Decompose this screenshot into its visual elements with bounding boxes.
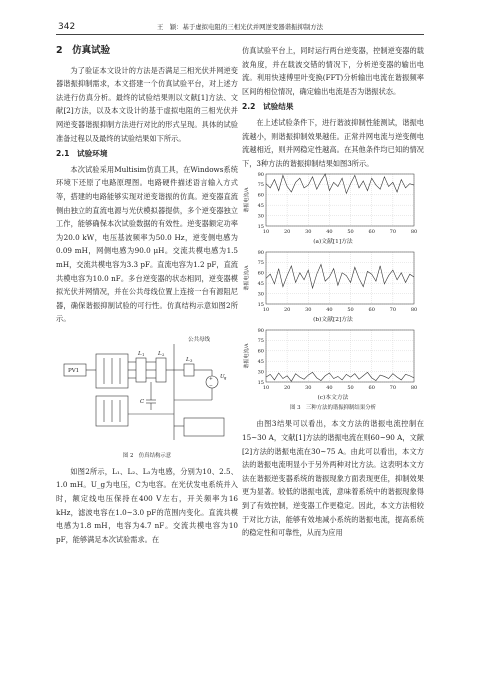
after-figure-paragraph: 如图2所示，L₁、L₂、L₃为电感，分别为10、2.5、1.0 mH。U_g为电压，C为电容。在光伏发电系统并入时，额定线电压保持在400 V左右，开关频率为16 kHz，滤波电容在1.0~3.0 pF的范围内变化。直流共模电感为1.8 mH，电容为4.7 nF。交流共模电容为10 pF，能够满足本次试验需求。在 xyxy=(56,466,238,544)
x-tick-label: 10 xyxy=(262,229,270,236)
x-tick-label: 10 xyxy=(262,307,270,314)
x-tick-label: 20 xyxy=(283,229,291,236)
fig3-caption: 图 3 三种方法的谐振抑制结果分析 xyxy=(289,405,376,412)
header-rule xyxy=(56,34,424,35)
l1-sub: 1 xyxy=(142,351,145,357)
series-line xyxy=(266,265,414,289)
x-tick-label: 10 xyxy=(262,385,270,392)
y-tick-label: 45 xyxy=(257,359,264,366)
l2-label: L xyxy=(158,350,162,357)
x-tick-label: 40 xyxy=(326,229,333,236)
y-tick-label: 75 xyxy=(257,338,264,345)
y-tick-label: 90 xyxy=(257,250,264,257)
results-paragraph: 在上述试验条件下，进行谐波抑制性能测试，谐振电流越小，则谐振抑制效果越佳。正常并网电流与逆变侧电流越相近，则并网稳定性越高。在其他条件均已知的情况下，3种方法的谐振抑制结果如图3所示。 xyxy=(242,117,424,168)
x-tick-label: 70 xyxy=(389,307,397,314)
y-axis-label: 谐振电流/A xyxy=(244,265,250,291)
x-tick-label: 30 xyxy=(305,307,312,314)
pv-label: PV1 xyxy=(68,367,80,374)
l2-sub: 2 xyxy=(162,351,165,357)
y-tick-label: 90 xyxy=(257,172,264,179)
plus-sign: + xyxy=(209,376,213,382)
y-axis-label: 谐振电流/A xyxy=(244,343,250,369)
x-tick-label: 40 xyxy=(326,385,333,392)
chart-a-svg xyxy=(242,170,424,238)
subsection-title-env: 2.1 试验环境 xyxy=(56,149,108,159)
x-tick-label: 20 xyxy=(283,307,291,314)
x-tick-label: 60 xyxy=(368,229,375,236)
y-tick-label: 60 xyxy=(257,192,264,199)
ug-label: U xyxy=(220,373,225,380)
section-title: 2 仿真试验 xyxy=(56,45,111,56)
y-axis-label: 谐振电流/A xyxy=(244,187,250,213)
x-tick-label: 20 xyxy=(283,385,291,392)
y-tick-label: 90 xyxy=(257,328,264,335)
c-label: C xyxy=(140,398,145,405)
simulation-structure-figure xyxy=(56,330,238,450)
chart-a-title: (a)文献[1]方法 xyxy=(313,239,353,246)
y-tick-label: 60 xyxy=(257,348,264,355)
plot-frame xyxy=(266,330,414,382)
y-tick-label: 75 xyxy=(257,260,264,267)
x-tick-label: 60 xyxy=(368,307,375,314)
series-line xyxy=(266,373,414,382)
x-tick-label: 50 xyxy=(347,385,354,392)
y-tick-label: 60 xyxy=(257,270,264,277)
x-tick-label: 80 xyxy=(410,307,418,314)
l1-label: L xyxy=(138,350,142,357)
chart-b-svg xyxy=(242,248,424,316)
y-tick-label: 45 xyxy=(257,203,264,210)
x-tick-label: 50 xyxy=(347,307,354,314)
x-tick-label: 50 xyxy=(347,229,354,236)
l3-label: L xyxy=(186,356,190,363)
running-title: 王 颖：基于虚拟电阻的三相光伏并网逆变器谐振抑制方法 xyxy=(156,23,324,31)
fig2-caption: 图 2 仿真结构示意 xyxy=(122,452,172,459)
chart-c-title: (c)本文方法 xyxy=(317,395,349,402)
chart-c xyxy=(242,326,424,394)
y-tick-label: 15 xyxy=(257,380,264,387)
right-column xyxy=(242,44,424,540)
x-tick-label: 80 xyxy=(410,385,418,392)
y-tick-label: 30 xyxy=(257,291,264,298)
page-number: 342 xyxy=(58,22,76,32)
y-tick-label: 15 xyxy=(257,302,264,309)
conclusion-paragraph: 由图3结果可以看出，本文方法的谐振电流控制在15~30 A，文献[1]方法的谐振电流在则60~90 A，文献[2]方法的谐振电流在30~75 A。由此可以看出，本文方法的谐振电流明显小于另外两种对比方法。这表明本文方法在谐振逆变器系统的谐振现象方面表现更佳，抑制效果更为显著。较低的谐振电流，意味着系统中的谐振现象得到了有效控制，逆变器工作更稳定。因此，本文方法相较于对比方法，能够有效地减小系统的谐振电流，提高系统的稳定性和可靠性，从而为应用 xyxy=(242,419,424,538)
x-tick-label: 30 xyxy=(305,229,312,236)
y-tick-label: 15 xyxy=(257,224,264,231)
circuit-diagram xyxy=(56,330,238,450)
left-column xyxy=(56,44,238,546)
x-tick-label: 40 xyxy=(326,307,333,314)
intro-paragraph: 为了验证本文设计的方法是否满足三相光伏并网逆变器谐振抑制需求，本文搭建一个仿真试验平台，对上述方法进行仿真分析。最终的试验结果则以文献[1]方法、文献[2]方法，以及本文设计的基于虚拟电阻的三相光伏并网逆变器谐振抑制方法进行对比的形式呈现。具体的试验准备过程以及最终的试验结果如下所示。 xyxy=(56,65,238,143)
ug-sub: g xyxy=(224,374,227,380)
y-tick-label: 45 xyxy=(257,281,264,288)
y-tick-label: 30 xyxy=(257,213,264,220)
environment-paragraph: 本次试验采用Multisim仿真工具，在Windows系统环境下还原了电路原理图。电路硬件描述语言输入方式等，搭建的电路能够实现对逆变谐振的仿真。逆变器直流侧由独立的直流电源与光伏模拟器提供，多个逆变器独立工作，能够确保本次试验数据的有效性。逆变器额定功率为20.0 kW，电压基波频率为50.0 Hz，逆变侧电感为0.09 mH，网侧电感为90.0 μH。交流共模电感为1.5 mH，交流共模电容为3.3 pF。直流电容为1.2 pF，直流共模电容为10.0 nF。多台逆变器的状态相同，逆变器模拟光伏并网情况，并在公共母线位置上连接一台有源阻尼器，确保谐振抑制试验的可行性。仿真结构示意如图2所示。 xyxy=(56,164,238,324)
series-line xyxy=(266,174,414,193)
y-tick-label: 30 xyxy=(257,369,264,376)
x-tick-label: 70 xyxy=(389,385,397,392)
l3-sub: 3 xyxy=(190,357,193,363)
right-continuation-paragraph: 仿真试验平台上，同时运行两台逆变器，控制逆变器的载波角度，并在载波交错的情况下，分析逆变器的输出电流。利用快速傅里叶变换(FFT)分析输出电流在谐振频率区间的相位情况，确定输出电流是否为谐振状态。 xyxy=(242,46,424,96)
chart-b xyxy=(242,248,424,316)
bus-label: 公共母线 xyxy=(188,336,211,343)
x-tick-label: 80 xyxy=(410,229,418,236)
x-tick-label: 70 xyxy=(389,229,397,236)
minus-sign: − xyxy=(209,383,213,389)
x-tick-label: 60 xyxy=(368,385,375,392)
chart-c-svg xyxy=(242,326,424,394)
subsection-title-results: 2.2 试验结果 xyxy=(242,102,294,112)
x-tick-label: 30 xyxy=(305,385,312,392)
plot-frame xyxy=(266,252,414,304)
chart-b-title: (b)文献[2]方法 xyxy=(313,317,353,324)
y-tick-label: 75 xyxy=(257,182,264,189)
chart-a xyxy=(242,170,424,238)
